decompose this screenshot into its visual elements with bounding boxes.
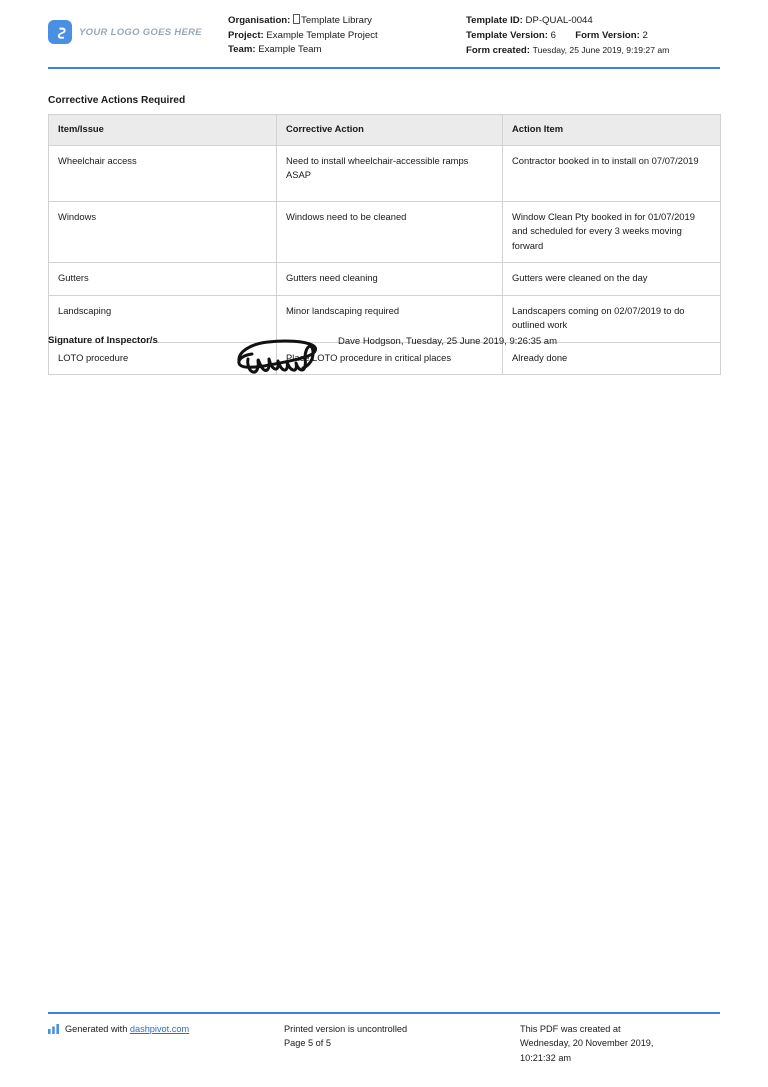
form-created-value: Tuesday, 25 June 2019, 9:19:27 am — [532, 45, 670, 56]
cell-corrective-action: Gutters need cleaning — [277, 263, 503, 296]
page-number: Page 5 of 5 — [284, 1038, 331, 1049]
cell-item-issue: Wheelchair access — [49, 145, 277, 201]
missing-glyph-icon — [293, 14, 300, 24]
logo-block — [48, 20, 202, 44]
team-label: Team: — [228, 44, 256, 56]
cell-action-item: Window Clean Pty booked in for 01/07/2019 and scheduled for every 3 weeks moving forward — [503, 201, 721, 263]
organisation-value: Template Library — [301, 15, 372, 26]
project-label: Project: — [228, 29, 264, 41]
signature-signed-by: Dave Hodgson, Tuesday, 25 June 2019, 9:26:35 am — [338, 336, 558, 347]
logo-text: YOUR LOGO GOES HERE — [79, 26, 202, 38]
template-version-label: Template Version: — [466, 29, 548, 41]
section-title: Corrective Actions Required — [48, 95, 186, 106]
footer-printed-notice — [284, 1022, 484, 1051]
header-divider — [48, 67, 720, 69]
cell-item-issue: Landscaping — [49, 295, 277, 342]
created-at-line-1: This PDF was created at — [520, 1024, 621, 1034]
created-at-line-2: Wednesday, 20 November 2019, — [520, 1038, 654, 1049]
header-field-versions — [466, 29, 766, 44]
form-created-label: Form created: — [466, 45, 530, 57]
column-header-corrective-action: Corrective Action — [277, 115, 503, 146]
table-row — [49, 145, 721, 201]
cell-item-issue: LOTO procedure — [49, 342, 277, 375]
header-field-team — [228, 43, 458, 58]
cell-item-issue: Gutters — [49, 263, 277, 296]
header-meta-right — [466, 14, 766, 59]
header-field-template-id — [466, 14, 766, 29]
cell-action-item: Contractor booked in to install on 07/07/2019 — [503, 145, 721, 201]
organisation-label: Organisation: — [228, 15, 291, 26]
header-field-form-created — [466, 43, 766, 59]
form-version-label: Form Version: — [575, 29, 640, 41]
footer-divider — [48, 1012, 720, 1014]
footer-created-at — [520, 1022, 720, 1065]
document-header — [48, 14, 720, 64]
team-value: Example Team — [258, 44, 322, 56]
signature-label: Signature of Inspector/s — [48, 335, 158, 346]
handwritten-signature — [228, 333, 348, 385]
cell-action-item: Landscapers coming on 02/07/2019 to do outlined work — [503, 295, 721, 342]
table-row — [49, 263, 721, 296]
template-id-label: Template ID: — [466, 15, 523, 26]
printed-notice-text: Printed version is uncontrolled — [284, 1024, 408, 1034]
cell-corrective-action: Windows need to be cleaned — [277, 201, 503, 263]
footer-generated-prefix: Generated with — [65, 1024, 128, 1034]
dashpivot-logo-icon — [48, 20, 72, 44]
template-version-value: 6 — [550, 29, 556, 41]
column-header-item-issue: Item/Issue — [49, 115, 277, 146]
table-header-row — [49, 115, 721, 146]
template-id-value: DP-QUAL-0044 — [525, 15, 593, 26]
footer-generated-with — [48, 1022, 189, 1036]
header-meta-left — [228, 14, 458, 58]
header-field-organisation — [228, 14, 458, 29]
column-header-action-item: Action Item — [503, 115, 721, 146]
table-row — [49, 201, 721, 263]
cell-action-item: Already done — [503, 342, 721, 375]
cell-item-issue: Windows — [49, 201, 277, 263]
dashpivot-link[interactable]: dashpivot.com — [129, 1024, 190, 1034]
project-value: Example Template Project — [266, 29, 378, 41]
bar-chart-icon — [48, 1024, 59, 1034]
header-field-project — [228, 29, 458, 44]
cell-corrective-action: Minor landscaping required — [277, 295, 503, 342]
created-at-line-3: 10:21:32 am — [520, 1052, 572, 1063]
form-version-value: 2 — [642, 29, 648, 41]
cell-action-item: Gutters were cleaned on the day — [503, 263, 721, 296]
cell-corrective-action: Place LOTO procedure in critical places — [277, 342, 503, 375]
cell-corrective-action: Need to install wheelchair-accessible ramps ASAP — [277, 145, 503, 201]
signature-block — [48, 333, 720, 393]
